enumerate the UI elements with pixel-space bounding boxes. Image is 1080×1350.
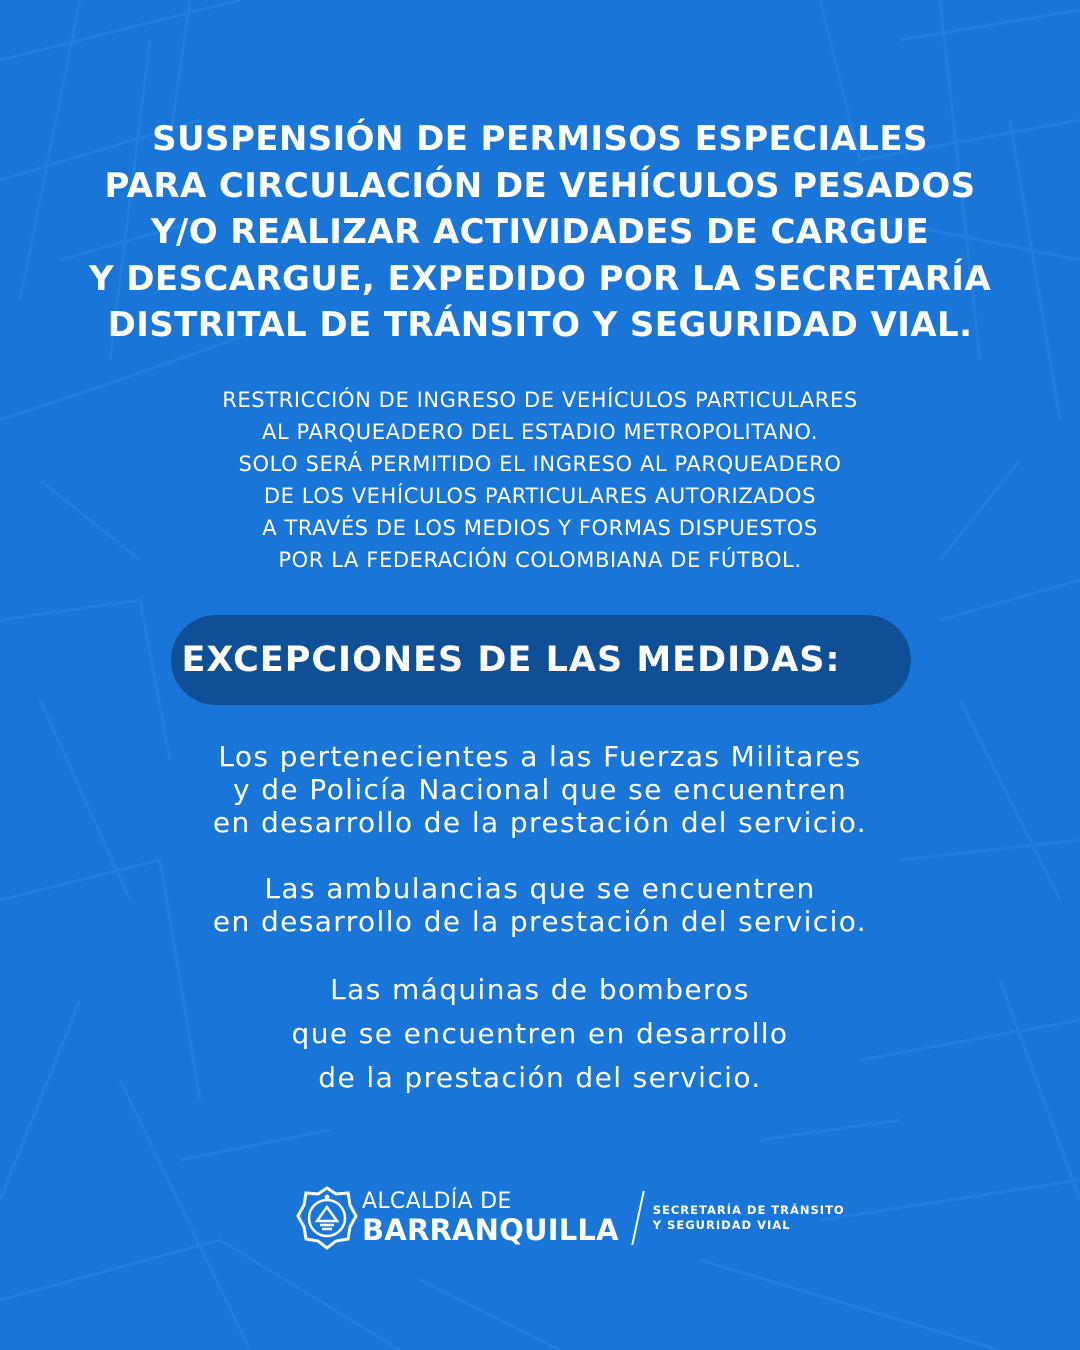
restriction-line: SOLO SERÁ PERMITIDO EL INGRESO AL PARQUEADERO [238,452,842,476]
exception-line: Los pertenecientes a las Fuerzas Militares [218,740,862,773]
exception-item [90,740,990,839]
exceptions-heading: EXCEPCIONES DE LAS MEDIDAS: [181,640,841,680]
headline-line: PARA CIRCULACIÓN DE VEHÍCULOS PESADOS [104,165,976,206]
exception-line: que se encuentren en desarrollo [291,1017,789,1050]
exceptions-heading-banner [171,615,911,705]
restriction-line: A TRAVÉS DE LOS MEDIOS Y FORMAS DISPUESTOS [262,516,818,540]
logo-line-1: ALCALDÍA DE [362,1189,512,1214]
city-seal-icon [296,1185,358,1251]
secretaria-line-1: SECRETARÍA DE TRÁNSITO [652,1203,845,1217]
city-logo-text [362,1190,619,1246]
restriction-line: RESTRICCIÓN DE INGRESO DE VEHÍCULOS PARTICULARES [222,388,858,412]
headline-line: Y DESCARGUE, EXPEDIDO POR LA SECRETARÍA [88,258,992,299]
secretaria-line-2: Y SEGURIDAD VIAL [652,1218,791,1232]
headline-line: SUSPENSIÓN DE PERMISOS ESPECIALES [152,119,928,159]
restriction-notice [90,384,990,576]
exception-item [90,872,990,938]
exception-line: y de Policía Nacional que se encuentren [232,773,848,806]
footer-logos [296,1183,845,1253]
restriction-line: AL PARQUEADERO DEL ESTADIO METROPOLITANO. [262,420,818,444]
exception-line: de la prestación del servicio. [318,1061,762,1094]
secretaria-label [653,1203,845,1233]
exception-line: en desarrollo de la prestación del servicio. [212,905,868,938]
restriction-line: DE LOS VEHÍCULOS PARTICULARES AUTORIZADOS [263,484,817,508]
restriction-line: POR LA FEDERACIÓN COLOMBIANA DE FÚTBOL. [278,548,802,572]
logo-line-2: BARRANQUILLA [362,1213,619,1247]
headline-line: DISTRITAL DE TRÁNSITO Y SEGURIDAD VIAL. [107,305,973,345]
headline-line: Y/O REALIZAR ACTIVIDADES DE CARGUE [150,212,930,252]
exception-item [90,968,990,1100]
logo-divider [631,1191,644,1245]
exception-line: Las máquinas de bomberos [330,973,750,1006]
exception-line: en desarrollo de la prestación del servicio. [212,806,868,839]
headline [40,116,1040,349]
exception-line: Las ambulancias que se encuentren [264,872,816,905]
